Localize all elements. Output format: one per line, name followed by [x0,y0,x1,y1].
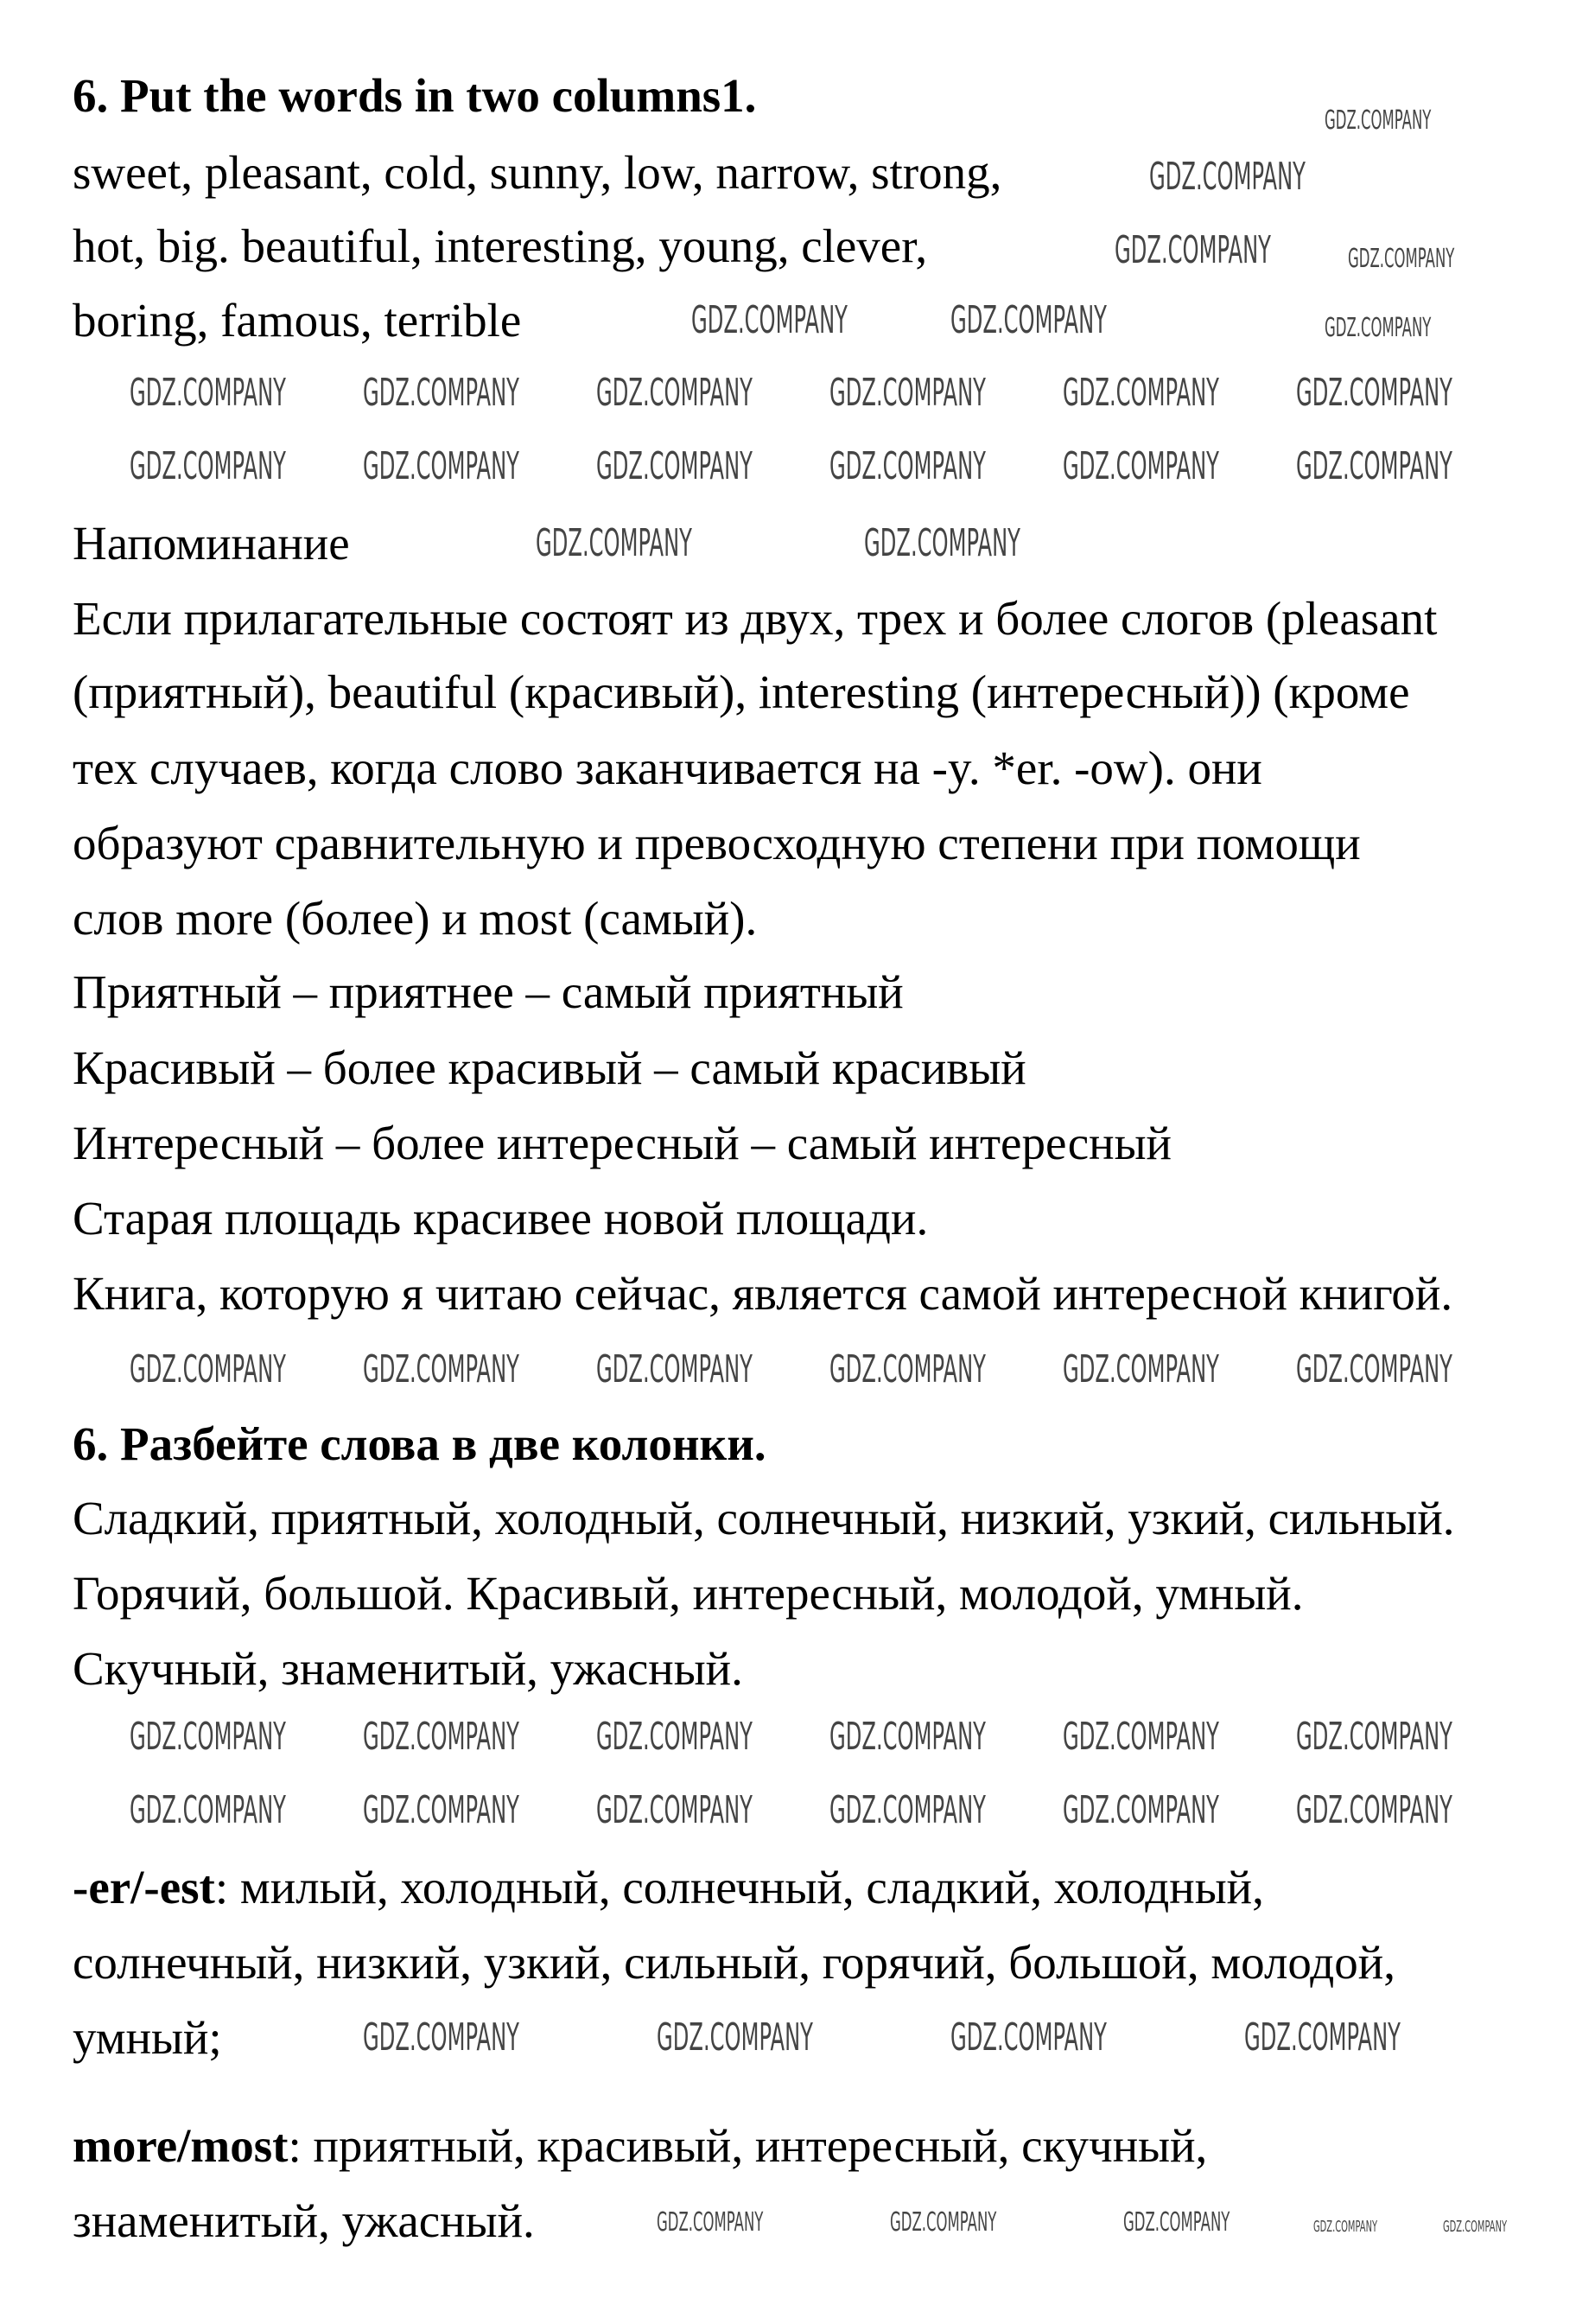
word-list-line-ru: Сладкий, приятный, холодный, солнечный, низкий, узкий, сильный. [73,1492,1455,1544]
watermark: GDZ.COMPANY [596,1347,753,1391]
answer-more-label: more/most [73,2119,289,2172]
answer-more-line [73,2111,1207,2181]
watermark: GDZ.COMPANY [1063,1788,1219,1832]
answer-er-line: умный; [73,2011,222,2064]
answer-er-line [73,1853,1264,1922]
watermark: GDZ.COMPANY [130,1347,286,1391]
watermark: GDZ.COMPANY [596,371,753,415]
watermark: GDZ.COMPANY [363,371,519,415]
watermark: GDZ.COMPANY [890,2207,997,2238]
word-list-line-ru: Скучный, знаменитый, ужасный. [73,1642,743,1695]
watermark: GDZ.COMPANY [657,2207,764,2238]
watermark: GDZ.COMPANY [829,1788,986,1832]
watermark: GDZ.COMPANY [1296,1715,1452,1759]
watermark: GDZ.COMPANY [363,444,519,488]
answer-text: : милый, холодный, солнечный, сладкий, холодный, [214,1861,1264,1913]
watermark: GDZ.COMPANY [1296,1788,1452,1832]
watermark: GDZ.COMPANY [1296,1347,1452,1391]
watermark: GDZ.COMPANY [363,2015,519,2060]
watermark: GDZ.COMPANY [950,298,1107,342]
watermark: GDZ.COMPANY [829,1347,986,1391]
watermark: GDZ.COMPANY [1063,444,1219,488]
watermark: GDZ.COMPANY [1296,444,1452,488]
watermark: GDZ.COMPANY [691,298,848,342]
watermark: GDZ.COMPANY [130,371,286,415]
watermark: GDZ.COMPANY [1123,2207,1230,2238]
watermark: GDZ.COMPANY [657,2015,813,2060]
reminder-line: тех случаев, когда слово заканчивается на -y. *er. -ow). они [73,742,1262,794]
reminder-line: (приятный), beautiful (красивый), interesting (интересный)) (кроме [73,665,1410,718]
watermark: GDZ.COMPANY [1325,313,1432,343]
watermark: GDZ.COMPANY [596,444,753,488]
example-line: Приятный – приятнее – самый приятный [73,965,904,1018]
reminder-line: Если прилагательные состоят из двух, трех и более слогов (pleasant [73,592,1438,645]
watermark: GDZ.COMPANY [1063,1715,1219,1759]
answer-text: : приятный, красивый, интересный, скучный, [288,2119,1208,2172]
word-list-line-ru: Горячий, большой. Красивый, интересный, молодой, умный. [73,1567,1304,1620]
watermark: GDZ.COMPANY [864,521,1020,565]
answer-er-line: солнечный, низкий, узкий, сильный, горячий, большой, молодой, [73,1936,1395,1989]
watermark: GDZ.COMPANY [536,521,692,565]
watermark: GDZ.COMPANY [829,444,986,488]
watermark: GDZ.COMPANY [829,1715,986,1759]
watermark: GDZ.COMPANY [1313,2218,1378,2236]
watermark: GDZ.COMPANY [1149,155,1306,199]
word-list-line: boring, famous, terrible [73,294,522,347]
watermark: GDZ.COMPANY [130,444,286,488]
watermark: GDZ.COMPANY [950,2015,1107,2060]
watermark: GDZ.COMPANY [130,1788,286,1832]
word-list-line: hot, big. beautiful, interesting, young, clever, [73,220,928,272]
watermark: GDZ.COMPANY [363,1788,519,1832]
watermark: GDZ.COMPANY [1296,371,1452,415]
watermark: GDZ.COMPANY [363,1715,519,1759]
watermark: GDZ.COMPANY [1063,371,1219,415]
watermark: GDZ.COMPANY [1244,2015,1401,2060]
watermark: GDZ.COMPANY [829,371,986,415]
example-sentence: Книга, которую я читаю сейчас, является самой интересной книгой. [73,1267,1453,1320]
reminder-line: слов more (более) и most (самый). [73,892,758,945]
watermark: GDZ.COMPANY [1443,2218,1508,2236]
watermark: GDZ.COMPANY [596,1715,753,1759]
watermark: GDZ.COMPANY [363,1347,519,1391]
watermark: GDZ.COMPANY [1325,105,1432,136]
reminder-title: Напоминание [73,517,350,570]
task-title-ru: 6. Разбейте слова в две колонки. [73,1417,766,1470]
watermark: GDZ.COMPANY [1348,244,1455,274]
example-line: Интересный – более интересный – самый интересный [73,1117,1172,1169]
watermark: GDZ.COMPANY [130,1715,286,1759]
word-list-line: sweet, pleasant, cold, sunny, low, narrow, strong, [73,146,1002,199]
example-sentence: Старая площадь красивее новой площади. [73,1192,929,1245]
watermark: GDZ.COMPANY [1115,228,1271,272]
answer-more-line: знаменитый, ужасный. [73,2194,535,2247]
example-line: Красивый – более красивый – самый красивый [73,1041,1026,1094]
answer-er-label: -er/-est [73,1861,215,1913]
watermark: GDZ.COMPANY [596,1788,753,1832]
reminder-line: образуют сравнительную и превосходную степени при помощи [73,817,1361,869]
task-title-en: 6. Put the words in two columns1. [73,69,757,122]
watermark: GDZ.COMPANY [1063,1347,1219,1391]
